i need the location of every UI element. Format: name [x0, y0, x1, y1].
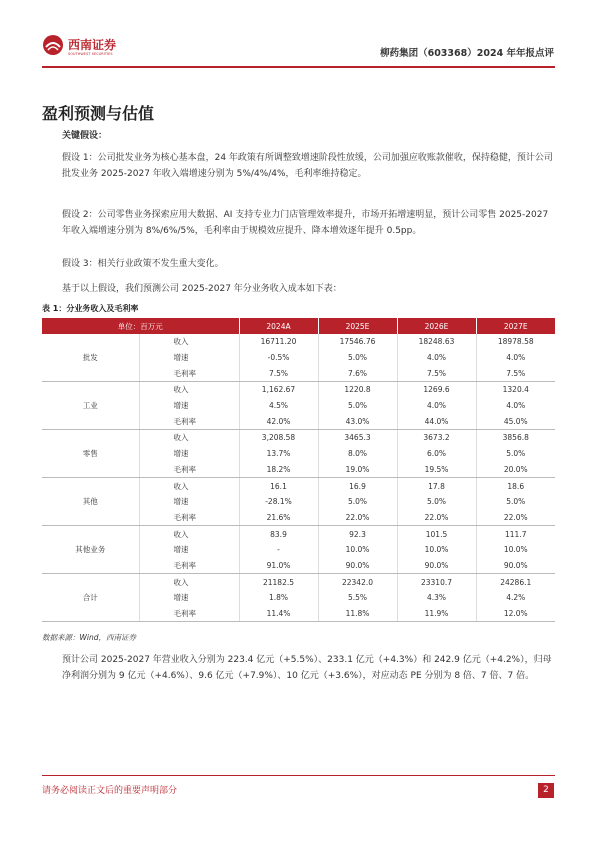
year-header: 2026E — [397, 318, 476, 334]
value-cell: 3673.2 — [397, 430, 476, 446]
assumption-1 — [42, 150, 555, 182]
value-cell: 4.5% — [239, 398, 318, 414]
value-cell: 18.6 — [507, 481, 525, 491]
value-cell: 22.0% — [476, 510, 555, 526]
metric-cell: 收入 — [139, 430, 239, 446]
value-cell: 1320.4 — [502, 385, 529, 395]
value-cell: 111.7 — [505, 529, 527, 539]
value-cell: 16711.20 — [239, 334, 318, 350]
value-cell: 5.0% — [318, 398, 397, 414]
metric-cell: 增速 — [139, 446, 239, 462]
value-cell: 4.0% — [397, 350, 476, 366]
value-cell: -28.1% — [239, 494, 318, 510]
segment-name-cell: 零售 — [42, 430, 139, 478]
value-cell: 43.0% — [318, 413, 397, 429]
value-cell: 90.0% — [476, 558, 555, 574]
value-cell: 6.0% — [397, 446, 476, 462]
company-logo — [42, 34, 132, 66]
header-divider — [42, 66, 555, 68]
value-cell: 13.7% — [239, 446, 318, 462]
forecast-paragraph — [42, 652, 555, 684]
value-cell: 91.0% — [239, 558, 318, 574]
value-cell: 22.0% — [318, 510, 397, 526]
value-cell: 44.0% — [397, 413, 476, 429]
value-cell: 19.5% — [397, 462, 476, 478]
table-row — [42, 574, 555, 590]
table-caption: 表 1：分业务收入及毛利率 — [42, 304, 139, 313]
segment-name-cell: 合计 — [42, 574, 139, 622]
value-cell: 7.5% — [397, 365, 476, 381]
basis-paragraph — [42, 281, 555, 297]
value-cell: 19.0% — [318, 462, 397, 478]
value-cell: 4.0% — [397, 398, 476, 414]
value-cell: 16.1 — [239, 478, 318, 494]
value-cell: 4.0% — [506, 353, 526, 363]
value-cell: 7.5% — [239, 365, 318, 381]
value-cell: 5.0% — [318, 494, 397, 510]
value-cell: 5.0% — [506, 497, 526, 507]
segment-name-cell: 其他业务 — [42, 526, 139, 574]
assumption-2 — [42, 207, 555, 239]
value-cell: 5.0% — [506, 449, 526, 459]
value-cell: - — [239, 542, 318, 558]
value-cell: 12.0% — [476, 606, 555, 622]
value-cell: 5.0% — [318, 350, 397, 366]
value-cell: 20.0% — [476, 462, 555, 478]
metric-cell: 毛利率 — [139, 365, 239, 381]
value-cell: 23310.7 — [397, 574, 476, 590]
value-cell: 7.6% — [318, 365, 397, 381]
metric-cell: 增速 — [139, 398, 239, 414]
logo-text-cn: 西南证券 — [68, 38, 117, 52]
year-header: 2027E — [476, 318, 555, 334]
metric-cell: 毛利率 — [139, 558, 239, 574]
metric-cell: 收入 — [139, 382, 239, 398]
table-row — [42, 526, 555, 542]
value-cell: 10.0% — [397, 542, 476, 558]
metric-cell: 增速 — [139, 494, 239, 510]
assumption-3 — [42, 256, 555, 272]
table-header-row — [42, 318, 555, 334]
forecast-text: 预计公司 2025-2027 年营业收入分别为 223.4 亿元（+5.5%）、233.1 亿元（+4.3%）和 242.9 亿元（+4.2%），归母净利润分别为 9 亿元（+4.6%）、9.6 亿元（+7.9%）、10 亿元（+3.6%），对应动态 PE 分别为 8 倍、7 倍、7 倍。 — [62, 655, 552, 681]
assumption-2-text: 假设 2：公司零售业务探索应用大数据、AI 支持专业力门店管理效率提升，市场开拓增速明显，预计公司零售 2025-2027 年收入端增速分别为 8%/6%/5%，毛利率由于规模效应提升、降本增效逐年提升 0.5pp。 — [62, 210, 549, 236]
assumption-3-text: 假设 3：相关行业政策不发生重大变化。 — [62, 259, 224, 269]
value-cell: 3856.8 — [502, 433, 529, 443]
metric-cell: 毛利率 — [139, 606, 239, 622]
segment-name-cell: 批发 — [42, 334, 139, 382]
segment-name-cell: 工业 — [42, 382, 139, 430]
unit-header: 单位：百万元 — [42, 318, 239, 334]
value-cell: 3465.3 — [318, 430, 397, 446]
value-cell: 45.0% — [476, 413, 555, 429]
value-cell: 21182.5 — [239, 574, 318, 590]
section-title: 盈利预测与估值 — [42, 104, 155, 123]
value-cell: 22.0% — [397, 510, 476, 526]
value-cell: 18.2% — [239, 462, 318, 478]
value-cell: 4.2% — [506, 593, 526, 603]
page-header — [0, 0, 596, 72]
value-cell: -0.5% — [239, 350, 318, 366]
value-cell: 18978.58 — [497, 337, 534, 347]
disclaimer-notice: 请务必阅读正文后的重要声明部分 — [42, 786, 178, 796]
table-row — [42, 334, 555, 350]
value-cell: 90.0% — [318, 558, 397, 574]
segment-table — [42, 318, 555, 622]
value-cell: 90.0% — [397, 558, 476, 574]
table-row — [42, 430, 555, 446]
value-cell: 1269.6 — [397, 382, 476, 398]
value-cell: 11.8% — [318, 606, 397, 622]
metric-cell: 收入 — [139, 478, 239, 494]
value-cell: 1220.8 — [318, 382, 397, 398]
metric-cell: 增速 — [139, 590, 239, 606]
value-cell: 42.0% — [239, 413, 318, 429]
table-row — [42, 382, 555, 398]
data-source: 数据来源：Wind，西南证券 — [42, 633, 137, 642]
basis-text: 基于以上假设，我们预测公司 2025-2027 年分业务收入成本如下表： — [62, 284, 342, 294]
metric-cell: 收入 — [139, 334, 239, 350]
value-cell: 10.0% — [503, 545, 528, 555]
year-header: 2024A — [239, 318, 318, 334]
table-row — [42, 478, 555, 494]
value-cell: 11.9% — [397, 606, 476, 622]
page-number: 2 — [538, 783, 554, 798]
value-cell: 17546.76 — [318, 334, 397, 350]
value-cell: 5.0% — [397, 494, 476, 510]
segment-name-cell: 其他 — [42, 478, 139, 526]
value-cell: 3,208.58 — [239, 430, 318, 446]
footer-divider — [42, 775, 555, 776]
table-body — [42, 334, 555, 622]
value-cell: 4.0% — [506, 401, 526, 411]
value-cell: 11.4% — [239, 606, 318, 622]
value-cell: 92.3 — [318, 526, 397, 542]
value-cell: 83.9 — [239, 526, 318, 542]
value-cell: 16.9 — [318, 478, 397, 494]
year-header: 2025E — [318, 318, 397, 334]
value-cell: 1.8% — [239, 590, 318, 606]
value-cell: 21.6% — [239, 510, 318, 526]
value-cell: 22342.0 — [318, 574, 397, 590]
value-cell: 1,162.67 — [239, 382, 318, 398]
metric-cell: 增速 — [139, 542, 239, 558]
value-cell: 18248.63 — [397, 334, 476, 350]
key-assumptions-label: 关键假设： — [62, 131, 108, 141]
value-cell: 7.5% — [476, 365, 555, 381]
value-cell: 10.0% — [318, 542, 397, 558]
value-cell: 4.3% — [397, 590, 476, 606]
value-cell: 5.5% — [318, 590, 397, 606]
metric-cell: 增速 — [139, 350, 239, 366]
value-cell: 17.8 — [397, 478, 476, 494]
report-title: 柳药集团（603368）2024 年年报点评 — [380, 48, 554, 59]
value-cell: 101.5 — [397, 526, 476, 542]
logo-text-en: SOUTHWEST SECURITIES — [68, 52, 113, 56]
metric-cell: 收入 — [139, 526, 239, 542]
metric-cell: 毛利率 — [139, 462, 239, 478]
value-cell: 8.0% — [318, 446, 397, 462]
metric-cell: 收入 — [139, 574, 239, 590]
logo-mark-icon — [42, 34, 64, 56]
metric-cell: 毛利率 — [139, 413, 239, 429]
value-cell: 24286.1 — [500, 577, 532, 587]
assumption-1-text: 假设 1：公司批发业务为核心基本盘，24 年政策有所调整致增速阶段性放缓，公司加强应收账款催收，保持稳健，预计公司批发业务 2025-2027 年收入端增速分别为 5%/4%/4%，毛利率维持稳定。 — [62, 153, 553, 179]
metric-cell: 毛利率 — [139, 510, 239, 526]
